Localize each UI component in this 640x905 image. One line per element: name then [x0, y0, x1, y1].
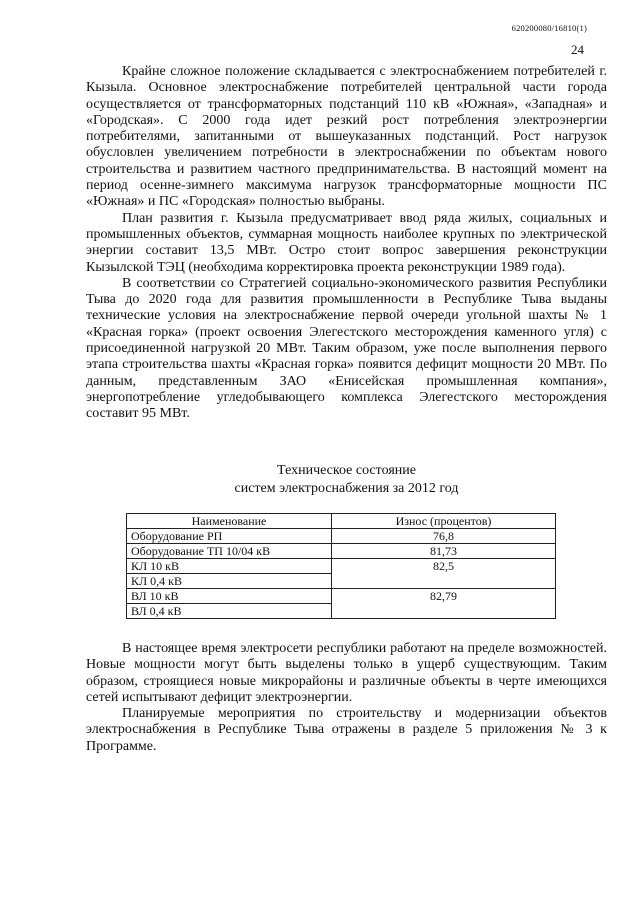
table-cell-name: ВЛ 0,4 кВ	[127, 604, 332, 619]
table-row	[127, 529, 556, 544]
wear-table	[126, 513, 556, 619]
body-text-after-table	[86, 641, 607, 755]
table-cell-value: 82,5	[332, 559, 556, 589]
table-caption-line: Техническое состояние	[277, 463, 416, 478]
paragraph: Планируемые мероприятия по строительству и модернизации объектов электроснабжения в Республике Тыва отражены в разделе 5 приложения № 3 к Программе.	[86, 706, 607, 754]
table-header-row	[127, 514, 556, 529]
table-caption-line: систем электроснабжения за 2012 год	[234, 481, 459, 496]
table-cell-name: КЛ 0,4 кВ	[127, 574, 332, 589]
body-text	[86, 64, 607, 423]
column-header-name: Наименование	[127, 514, 332, 529]
page-number: 24	[571, 42, 584, 57]
table-cell-name: ВЛ 10 кВ	[127, 589, 332, 604]
table-row	[127, 589, 556, 604]
paragraph: В соответствии со Стратегией социально-экономического развития Республики Тыва до 2020 года для развития промышленности в Республике Тыва выданы технические условия на электроснабжение первой очереди угольной шахты № 1 «Красная горка» (проект освоения Элегестского месторождения каменного угля) с присоединенной нагрузкой 20 МВт. Таким образом, уже после выполнения первого этапа строительства шахты «Красная горка» появится дефицит мощности 20 МВт. По данным, представленным ЗАО «Енисейская промышленная компания», энергопотребление угледобывающего комплекса Элегестского месторождения составит 95 МВт.	[86, 275, 607, 422]
table-cell-value: 81,73	[332, 544, 556, 559]
table-caption	[86, 462, 607, 498]
paragraph: В настоящее время электросети республики работают на пределе возможностей. Новые мощности могут быть выделены только в ущерб существующим. Таким образом, строящиеся новые микрорайоны и различные объекты в черте имеющихся сетей испытывают дефицит электроэнергии.	[86, 641, 607, 705]
paragraph: Крайне сложное положение складывается с электроснабжением потребителей г. Кызыла. Основное электроснабжение потребителей центральной части города осуществляется от трансформаторных подстанций 110 кВ «Южная», «Западная» и «Городская». С 2000 года идет резкий рост потребления электроэнергии потребителями, запитанными от вышеуказанных подстанций. Рост нагрузок обусловлен увеличением потребности в электроснабжении по объектам нового строительства и развитием частного предпринимательства. В настоящий момент на период осенне-зимнего максимума нагрузок трансформаторные мощности ПС «Южная» и ПС «Городская» полностью выбраны.	[86, 64, 607, 210]
document-id: 620200080/16810(1)	[511, 23, 587, 33]
table-cell-value: 82,79	[332, 589, 556, 619]
column-header-wear: Износ (процентов)	[332, 514, 556, 529]
table-cell-name: Оборудование ТП 10/04 кВ	[127, 544, 332, 559]
table-cell-name: КЛ 10 кВ	[127, 559, 332, 574]
table-cell-value: 76,8	[332, 529, 556, 544]
paragraph: План развития г. Кызыла предусматривает ввод ряда жилых, социальных и промышленных объектов, суммарная мощность наиболее крупных по электрической энергии составит 13,5 МВт. Остро стоит вопрос завершения реконструкции Кызылской ТЭЦ (необходима корректировка проекта реконструкции 1989 года).	[86, 210, 607, 275]
table-row	[127, 544, 556, 559]
table-cell-name: Оборудование РП	[127, 529, 332, 544]
table-row	[127, 559, 556, 574]
